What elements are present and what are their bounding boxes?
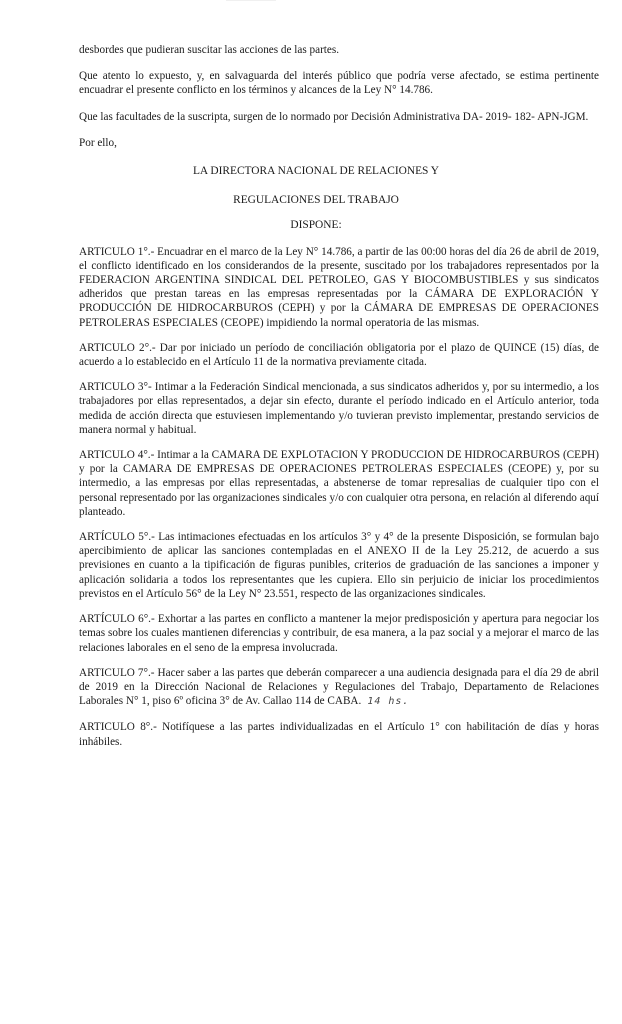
scan-artifact [226,0,276,7]
article-7-text: ARTICULO 7°.- Hacer saber a las partes que deberán comparecer a una audiencia designada para el día 29 de abril de 2019 en la Dirección Nacional de Relaciones y Regulaciones del Trabajo, Departamento de Relaciones Laborales N° 1, piso 6º oficina 3° de Av. Callao 114 de CABA. [79,666,599,708]
paragraph-desbordes: desbordes que pudieran suscitar las acciones de las partes. [79,44,340,56]
heading-dispone: DISPONE: [290,219,342,232]
heading-directora: LA DIRECTORA NACIONAL DE RELACIONES Y [192,165,440,178]
article-8: ARTICULO 8°.- Notifíquese a las partes individualizadas en el Artículo 1° con habilitación de días y horas inhábiles. [79,721,599,748]
article-5: ARTÍCULO 5°.- Las intimaciones efectuadas en los artículos 3° y 4° de la presente Disposición, se formulan bajo apercibimiento de aplicar las sanciones contempladas en el ANEXO II de la Ley 25.212, de acuerdo a sus previsiones en cuanto a la tipificación de figuras punibles, criterios de graduación de las sanciones a imponer y aplicación solidaria a todos los representantes que les cupiera. Ello sin perjuicio de iniciar los procedimientos previstos en el Artículo 56° de la Ley N° 23.551, respecto de las organizaciones sindicales. [79,531,599,600]
article-7 [79,666,599,710]
article-4: ARTICULO 4°.- Intimar a la CAMARA DE EXPLOTACION Y PRODUCCION DE HIDROCARBUROS (CEPH) y por la CAMARA DE EMPRESAS DE OPERACIONES PETROLERAS ESPECIALES (CEOPE) y, por su intermedio, a las empresas por ellas representadas, a abstenerse de tomar represalias de cualquier tipo con el personal representado por las organizaciones sindicales y/o con cualquier otra persona, en relación al diferendo aquí planteado. [79,449,599,518]
heading-regulaciones: REGULACIONES DEL TRABAJO [233,194,399,207]
handwritten-annotation: 14 hs. [367,696,410,708]
article-6: ARTÍCULO 6°.- Exhortar a las partes en conflicto a mantener la mejor predisposición y apertura para negociar los temas sobre los cuales mantienen diferencias y contribuir, de esa manera, a la paz social y a mejorar el marco de las relaciones laborales en el seno de la empresa involucrada. [79,613,599,654]
article-3: ARTICULO 3°- Intimar a la Federación Sindical mencionada, a sus sindicatos adheridos y, por su intermedio, a los trabajadores por ellas representados, a dejar sin efecto, durante el período indicado en el Artículo anterior, toda medida de acción directa que estuviesen implementando y/o tuvieran previsto implementar, prestando servicios de manera normal y habitual. [79,381,599,436]
paragraph-por-ello: Por ello, [79,136,117,149]
paragraph-atento: Que atento lo expuesto, y, en salvaguarda del interés público que podría verse afectado, se estima pertinente encuadrar el presente conflicto en los términos y alcances de la Ley N° 14.786. [79,70,599,97]
article-1: ARTICULO 1°.- Encuadrar en el marco de la Ley N° 14.786, a partir de las 00:00 horas del día 26 de abril de 2019, el conflicto identificado en los considerandos de la presente, suscitado por los trabajadores representados por la FEDERACION ARGENTINA SINDICAL DEL PETROLEO, GAS Y BIOCOMBUSTIBLES y sus sindicatos adheridos que prestan tareas en las empresas representadas por la CÁMARA DE EXPLORACIÓN Y PRODUCCIÓN DE HIDROCARBUROS (CEPH) y por la CÁMARA DE EMPRESAS DE OPERACIONES PETROLERAS ESPECIALES (CEOPE) impidiendo la normal operatoria de las mismas. [79,245,599,329]
article-2: ARTICULO 2°.- Dar por iniciado un período de conciliación obligatoria por el plazo de QUINCE (15) días, de acuerdo a lo establecido en el Artículo 11 de la normativa previamente citada. [79,341,599,369]
paragraph-facultades: Que las facultades de la suscripta, surgen de lo normado por Decisión Administrativa DA- 2019- 182- APN-JGM. [79,110,589,123]
